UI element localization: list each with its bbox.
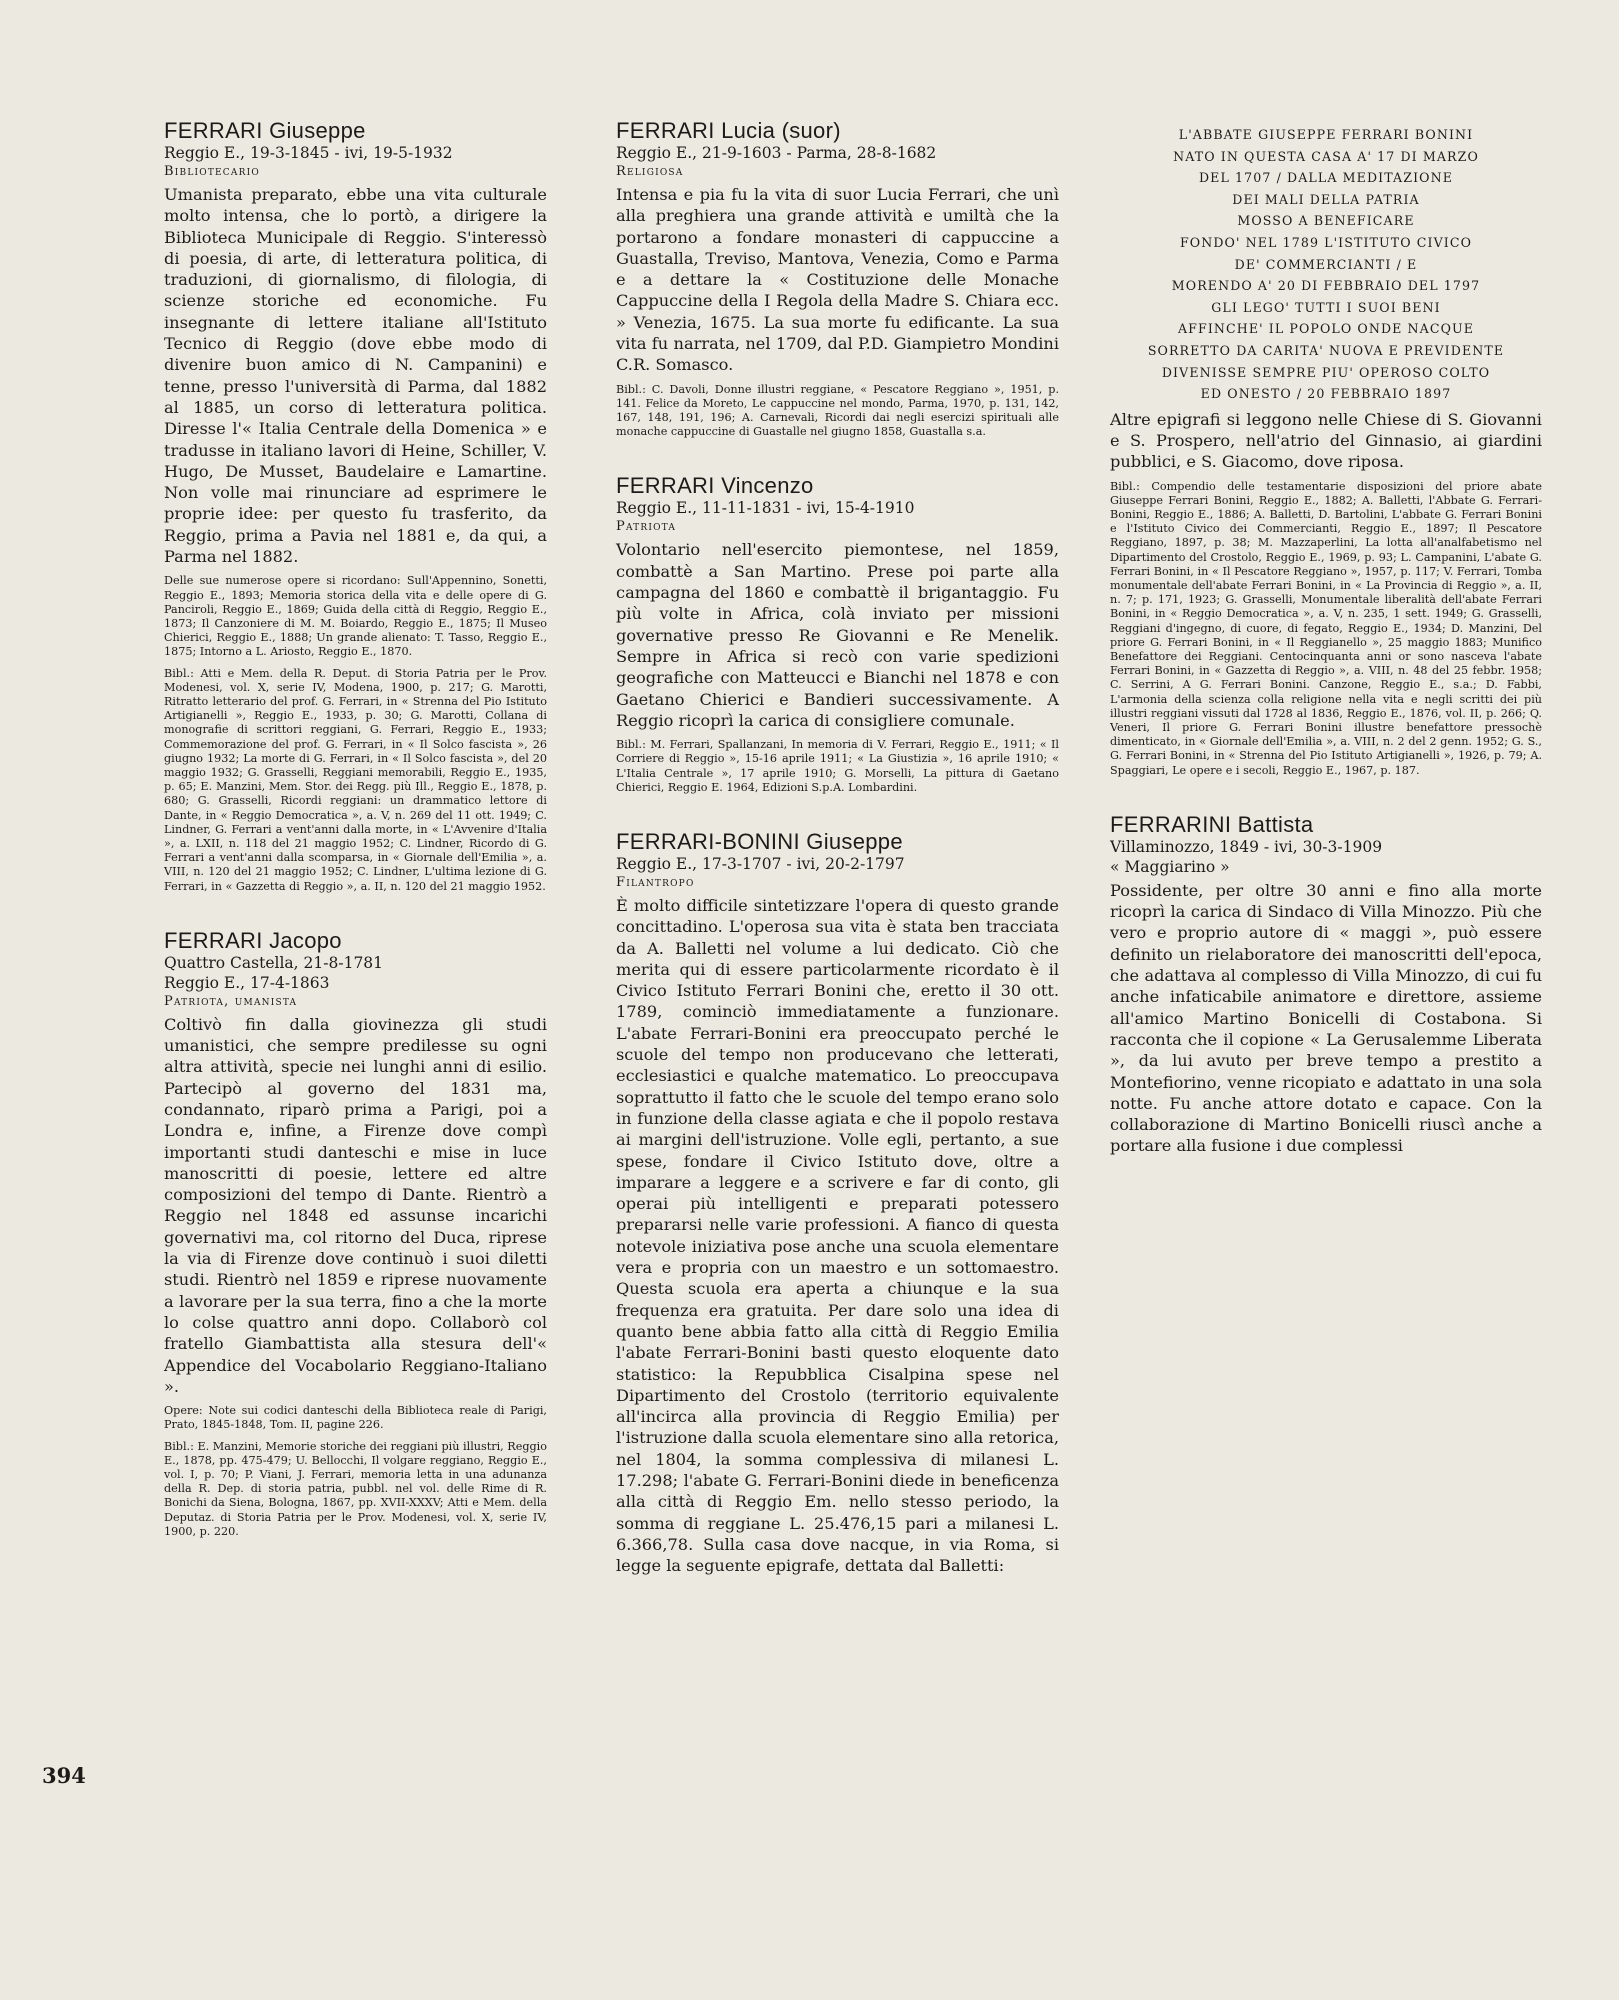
entry-name: FERRARI-BONINI Giuseppe [616,828,903,854]
entry-body: Coltivò fin dalla giovinezza gli studi umanistici, che sempre predilesse su ogni altra attività, specie nei lunghi anni di esilio. Partecipò al governo del 1831 ma, condannato, riparò prima a Parigi, poi a Londra e, infine, a Firenze dove compì importanti studi danteschi e mise in luce manoscritti di poesie, lettere ed altre composizioni del tempo di Dante. Rientrò a Reggio nel 1848 ed assunse incarichi governativi ma, col ritorno del Duca, riprese la via di Firenze dove continuò i suoi diletti studi. Rientrò nel 1859 e riprese nuovamente a lavorare per la sua terra, fino a che la morte lo colse quattro anni dopo. Collaborò col fratello Giambattista alla stesura dell'« Appendice del Vocabolario Reggiano-Italiano ». [164,1014,547,1396]
entry-birth: Quattro Castella, 21-8-1781 [164,953,384,972]
entry-ferrari-bonini-continued [1110,124,1542,778]
entry-name: FERRARI Jacopo [164,927,342,953]
entry-dates: Villaminozzo, 1849 - ivi, 30-3-1909 [1110,837,1383,856]
column-middle [616,118,1059,1610]
entry-name: FERRARINI Battista [1110,811,1314,837]
epigraph-line: L'ABBATE GIUSEPPE FERRARI BONINI [1178,127,1474,142]
entry-dates: Reggio E., 21-9-1603 - Parma, 28-8-1682 [616,144,937,162]
column-right [1110,116,1542,1191]
entry-role: Filantropo [616,874,695,890]
entry-bibliography: Bibl.: E. Manzini, Memorie storiche dei reggiani più illustri, Reggio E., 1878, pp. 475-479; U. Bellocchi, Il volgare reggiano, Reggio E., vol. I, p. 70; P. Viani, J. Ferrari, memoria letta in una adunanza della R. Dep. di storia patria, pubbl. nel vol. delle Rime di R. Bonichi da Siena, Bologna, 1867, pp. XVII-XXXV; Atti e Mem. della Deputaz. di Storia Patria per le Prov. Modenesi, vol. X, serie IV, 1900, p. 220. [164,1439,547,1538]
epigraph-line: DIVENISSE SEMPRE PIU' OPEROSO COLTO [1161,364,1491,380]
entry-role: Bibliotecario [164,164,260,179]
entry-bibliography: Bibl.: Atti e Mem. della R. Deput. di Storia Patria per le Prov. Modenesi, vol. X, serie IV, Modena, 1900, p. 217; G. Marotti, Ritratto letterario del prof. G. Ferrari, in « Strenna del Pio Istituto Artigianelli », Reggio E., 1933, p. 30; G. Marotti, Collana di monografie di scrittori reggiani, G. Ferrari, Reggio E., 1933; Commemorazione del prof. G. Ferrari, in « Il Solco fascista », 26 giugno 1932; La morte di G. Ferrari, in « Il Solco fascista », del 20 maggio 1932; G. Grasselli, Reggiani memorabili, Reggio E., 1935, p. 65; E. Manzini, Mem. Stor. dei Regg. più Ill., Reggio E., 1878, p. 680; G. Grasselli, Ricordi reggiani: un drammatico lettore di Dante, in « Reggio Democratica », a. V, n. 269 del 11 ott. 1949; C. Lindner, G. Ferrari a vent'anni dalla morte, in « L'Avvenire d'Italia », a. LXII, n. 118 del 21 maggio 1952; C. Lindner, Ricordo di G. Ferrari a vent'anni dalla scomparsa, in « Giornale dell'Emilia », a. VIII, n. 120 del 21 maggio 1952; C. Lindner, L'ultima lezione di G. Ferrari, in « Gazzetta di Reggio », a. II, n. 120 del 21 maggio 1952. [164,666,547,893]
epigraph-line: AFFINCHE' IL POPOLO ONDE NACQUE [1177,321,1475,337]
entry-ferrari-vincenzo [616,473,1059,794]
entry-ferrari-jacopo [164,928,547,1539]
entry-body: È molto difficile sintetizzare l'opera di questo grande concittadino. L'operosa sua vita è stata ben tracciata da A. Balletti nel volume a lui dedicato. Ciò che merita qui di essere particolarmente ricordato è il Civico Istituto Ferrari Bonini che, eretto il 30 ott. 1789, cominciò immediatamente a funzionare. L'abate Ferrari-Bonini era preoccupato perché le scuole del tempo non producevano che letterati, ecclesiastici e qualche matematico. Lo preoccupava soprattutto il fatto che le scuole del tempo erano solo in funzione della classe agiata e che il popolo restava ai margini dell'istruzione. Volle egli, pertanto, a sue spese, fondare il Civico Istituto dove, oltre a imparare a leggere e a scrivere e far di conto, gli operai più intelligenti e preparati potessero prepararsi nelle varie professioni. A fianco di questa notevole iniziativa pose anche una scuola elementare vera e propria con un maestro e un sottomaestro. Questa scuola era aperta a chiunque e la sua frequenza era gratuita. Per dare solo una idea di quanto bene abbia fatto alla città di Reggio Emilia l'abate Ferrari-Bonini basti questo eloquente dato statistico: la Repubblica Cisalpina spese nel Dipartimento del Crostolo (territorio equivalente all'incirca alla provincia di Reggio Emilia) per l'istruzione dalla scuola elementare sino alla retorica, nel 1804, la somma complessiva di milanesi L. 17.298; l'abate G. Ferrari-Bonini diede in beneficenza alla città di Reggio Em. nello stesso periodo, la somma di reggiane L. 25.476,15 pari a milanesi L. 6.366,78. Sulla casa dove nacque, in via Roma, si legge la seguente epigrafe, dettata dal Balletti: [616,895,1059,1576]
entry-body: Umanista preparato, ebbe una vita culturale molto intensa, che lo portò, a dirigere la Biblioteca Municipale di Reggio. S'interessò di poesia, di arte, di letteratura politica, di traduzioni, di giornalismo, di filologia, di scienze storiche ed economiche. Fu insegnante di lettere italiane all'Istituto Tecnico di Reggio (dove ebbe modo di divenire buon amico di N. Campanini) e tenne, presso l'università di Parma, dal 1882 al 1885, un corso di letteratura politica. Diresse l'« Italia Centrale della Domenica » e tradusse in italiano lavori di Heine, Schiller, V. Hugo, De Musset, Baudelaire e Lamartine. Non volle mai rinunciare ad esprimere le proprie idee: per questo fu trasferito, da Reggio, prima a Pavia nel 1881 e, da qui, a Parma nel 1882. [164,185,547,567]
epigraph-line: MORENDO A' 20 DI FEBBRAIO DEL 1797 [1171,278,1481,294]
entry-role: « Maggiarino » [1110,857,1230,876]
epigraph-line: NATO IN QUESTA CASA A' 17 DI MARZO [1173,148,1479,164]
epigraph-line: MOSSO A BENEFICARE [1237,213,1415,229]
entry-death: Reggio E., 17-4-1863 [164,973,330,992]
entry-name: FERRARI Lucia (suor) [616,118,841,143]
entry-role: Patriota, umanista [164,993,298,1009]
entry-works: Delle sue numerose opere si ricordano: Sull'Appennino, Sonetti, Reggio E., 1893; Memoria storica della vita e delle opere di G. Panciroli, Reggio E., 1869; Guida della città di Reggio, Reggio E., 1873; Il Canzoniere di M. M. Boiardo, Reggio E., 1875; Il Museo Chierici, Reggio E., 1888; Un grande alienato: T. Tasso, Reggio E., 1875; Intorno a L. Ariosto, Reggio E., 1870. [164,574,547,659]
epigraph-line: DEI MALI DELLA PATRIA [1232,191,1420,207]
epigraph-line: ED ONESTO / 20 FEBBRAIO 1897 [1200,386,1452,402]
epigraph [1110,124,1542,405]
entry-works: Opere: Note sui codici danteschi della Biblioteca reale di Parigi, Prato, 1845-1848, Tom. II, pagine 226. [164,1404,547,1432]
entry-name: FERRARI Giuseppe [164,118,366,143]
entry-role: Religiosa [616,164,684,179]
entry-role: Patriota [616,519,677,535]
entry-name: FERRARI Vincenzo [616,473,814,499]
epigraph-line: GLI LEGO' TUTTI I SUOI BENI [1211,299,1441,315]
entry-body: Possidente, per oltre 30 anni e fino alla morte ricoprì la carica di Sindaco di Villa Minozzo. Più che vero e proprio autore di « maggi », può essere definito un rielaboratore dei manoscritti dell'epoca, che adattava al complesso di Villa Minozzo, di cui fu anche infaticabile animatore e direttore, assieme all'amico Martino Bonicelli di Costabona. Si racconta che il copione « La Gerusalemme Liberata », da lui avuto per breve tempo a prestito a Montefiorino, venne ricopiato e adattato in una sola notte. Fu anche attore dotato e capace. Con la collaborazione di Martino Bonicelli riuscì anche a portare alla fusione i due complessi [1110,880,1542,1156]
entry-ferrari-lucia [616,118,1059,439]
entry-dates: Reggio E., 17-3-1707 - ivi, 20-2-1797 [616,854,905,873]
entry-bibliography: Bibl.: M. Ferrari, Spallanzani, In memoria di V. Ferrari, Reggio E., 1911; « Il Corriere di Reggio », 15-16 aprile 1911; « La Giustizia », 16 aprile 1910; « L'Italia Centrale », 17 aprile 1910; G. Morselli, La pittura di Gaetano Chierici, Reggio E. 1964, Edizioni S.p.A. Lombardini. [616,738,1059,794]
entry-bibliography: Bibl.: C. Davoli, Donne illustri reggiane, « Pescatore Reggiano », 1951, p. 141. Felice da Moreto, Le cappuccine nel mondo, Parma, 1970, p. 131, 142, 167, 148, 191, 196; A. Carnevali, Ricordi dai negli esercizi spirituali alle monache cappuccine di Guastalle nel giugno 1858, Guastalla s.a. [616,382,1059,439]
epigraph-line: DEL 1707 / DALLA MEDITAZIONE [1198,170,1453,186]
entry-body: Intensa e pia fu la vita di suor Lucia Ferrari, che unì alla preghiera una grande attività e umiltà che la portarono a fondare monasteri di cappuccine a Guastalla, Treviso, Mantova, Venezia, Como e Parma e a dettare la « Costituzione delle Monache Cappuccine della I Regola della Madre S. Chiara ecc. » Venezia, 1675. La sua morte fu edificante. La sua vita fu narrata, nel 1709, dal P.D. Giampietro Mondini C.R. Somasco. [616,185,1059,375]
entry-body-continued: Altre epigrafi si leggono nelle Chiese di S. Giovanni e S. Prospero, nell'atrio del Ginnasio, ai giardini pubblici, e S. Giacomo, dove riposa. [1110,409,1542,472]
entry-ferrarini-battista [1110,812,1542,1157]
epigraph-line: DE' COMMERCIANTI / E [1234,256,1418,272]
entry-body: Volontario nell'esercito piemontese, nel 1859, combattè a San Martino. Prese poi parte alla campagna del 1860 e combattè il brigantaggio. Fu più volte in Africa, colà inviato per missioni governative presso Re Giovanni e Re Menelik. Sempre in Africa si recò con varie spedizioni geografiche con Matteucci e Bianchi nel 1878 e con Gaetano Chierici e Bandieri successivamente. A Reggio ricoprì la carica di consigliere comunale. [616,540,1059,730]
entry-dates: Reggio E., 11-11-1831 - ivi, 15-4-1910 [616,499,915,518]
entry-bibliography: Bibl.: Compendio delle testamentarie disposizioni del priore abate Giuseppe Ferrari Bonini, Reggio E., 1882; A. Balletti, l'Abbate G. Ferrari-Bonini, Reggio E., 1886; A. Balletti, D. Bartolini, L'abbate G. Ferrari Bonini e l'Istituto Civico dei Commercianti, Reggio E., 1897; Il Pescatore Reggiano, 1897, p. 38; M. Mazzaperlini, La lotta all'analfabetismo nel Dipartimento del Crostolo, Reggio E., 1969, p. 93; L. Campanini, L'abate G. Ferrari Bonini, in « Il Pescatore Reggiano », 1957, p. 117; V. Ferrari, Tomba monumentale dell'abate Ferrari Bonini, in « La Provincia di Reggio », a. II, n. 7; p. 171, 1923; G. Grasselli, Monumentale liberalità dell'abate Ferrari Bonini, in « Reggio Democratica », a. V, n. 235, 1 sett. 1949; G. Grasselli, Reggiani d'ingegno, di cuore, di fegato, Reggio E., 1934; D. Manzini, Del priore G. Ferrari Bonini, in « Il Reggianello », 25 maggio 1883; Munifico Benefattore dei Reggiani. Centocinquanta anni or sono nasceva l'abate Ferrari Bonini, in « Gazzetta di Reggio », a. VIII, n. 48 del 25 febbr. 1958; C. Serrini, A G. Ferrari Bonini. Canzone, Reggio E., s.a.; D. Fabbi, L'armonia della scienza colla religione nella vita e negli scritti dei più illustri reggiani vissuti dal 1728 al 1836, Reggio E., 1876, vol. II, p. 266; Q. Veneri, Il priore G. Ferrari Bonini illustre benefattore pressochè dimenticato, in « Giornale dell'Emilia », a. VIII, n. 2 del 2 genn. 1952; G. S., G. Ferrari Bonini, in « Strenna del Pio Istituto Artigianelli », 1926, p. 79; A. Spaggiari, Le opere e i secoli, Reggio E., 1967, p. 187. [1110,479,1542,777]
epigraph-line: FONDO' NEL 1789 L'ISTITUTO CIVICO [1179,234,1473,250]
entry-ferrari-bonini [616,829,1059,1577]
page-number: 394 [42,1763,86,1788]
entry-dates: Reggio E., 19-3-1845 - ivi, 19-5-1932 [164,144,453,162]
epigraph-line: SORRETTO DA CARITA' NUOVA E PREVIDENTE [1147,342,1505,358]
entry-ferrari-giuseppe [164,118,547,894]
column-left [164,118,547,1573]
